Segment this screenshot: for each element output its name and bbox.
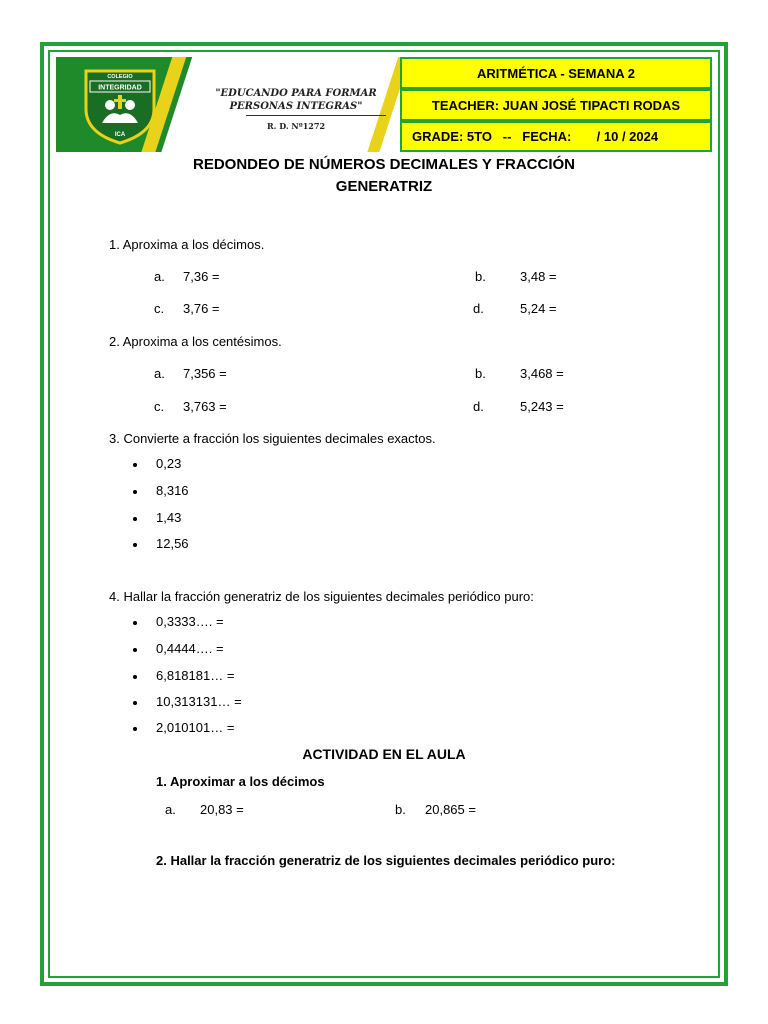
q1-letter-a: a. [154, 269, 165, 284]
bullet-icon [133, 675, 137, 679]
q2-expr-d: 5,243 = [520, 399, 564, 414]
bullet-icon [133, 463, 137, 467]
svg-text:COLEGIO: COLEGIO [107, 74, 133, 80]
teacher-box: TEACHER: JUAN JOSÉ TIPACTI RODAS [400, 89, 712, 121]
q4-item: 0,4444…. = [156, 641, 224, 656]
activity-q2-prompt: 2. Hallar la fracción generatriz de los siguientes decimales periódico puro: [156, 853, 616, 868]
q2-letter-c: c. [154, 399, 165, 414]
worksheet-title: REDONDEO DE NÚMEROS DECIMALES Y FRACCIÓN GENERATRIZ [193, 156, 575, 195]
question-2-prompt: 2. Aproxima a los centésimos. [109, 334, 282, 349]
question-4-prompt: 4. Hallar la fracción generatriz de los siguientes decimales periódico puro: [109, 589, 534, 604]
svg-text:INTEGRIDAD: INTEGRIDAD [98, 84, 142, 92]
q1-expr-b: 3,48 = [520, 269, 557, 284]
bullet-icon [133, 490, 137, 494]
q4-item: 0,3333…. = [156, 614, 224, 629]
activity-q1-prompt: 1. Aproximar a los décimos [156, 774, 325, 789]
q3-item: 0,23 [156, 456, 182, 471]
bullet-icon [133, 517, 137, 521]
subject-box: ARITMÉTICA - SEMANA 2 [400, 57, 712, 89]
bullet-icon [133, 727, 137, 731]
activity-expr-b: 20,865 = [425, 802, 476, 817]
resolution-number: R. D. Nº1272 [266, 121, 326, 131]
q1-letter-d: d. [473, 301, 484, 316]
q3-item: 12,56 [156, 536, 189, 551]
bullet-icon [133, 621, 137, 625]
bullet-icon [133, 648, 137, 652]
q3-item: 1,43 [156, 510, 182, 525]
q3-item: 8,316 [156, 483, 189, 498]
q4-item: 10,313131… = [156, 694, 242, 709]
question-3-prompt: 3. Convierte a fracción los siguientes decimales exactos. [109, 431, 436, 446]
school-motto: "EDUCANDO PARA FORMAR PERSONAS INTEGRAS" [215, 88, 377, 112]
q2-letter-b: b. [475, 366, 486, 381]
q2-letter-a: a. [154, 366, 165, 381]
q1-letter-c: c. [154, 301, 165, 316]
q1-expr-d: 5,24 = [520, 301, 557, 316]
q1-expr-c: 3,76 = [183, 301, 220, 316]
bullet-icon [133, 701, 137, 705]
bullet-icon [133, 543, 137, 547]
q2-expr-c: 3,763 = [183, 399, 227, 414]
q1-letter-b: b. [475, 269, 486, 284]
q2-letter-d: d. [473, 399, 484, 414]
q1-expr-a: 7,36 = [183, 269, 220, 284]
activity-letter-a: a. [165, 802, 176, 817]
school-shield-logo [82, 65, 158, 145]
school-banner [56, 57, 400, 152]
activity-expr-a: 20,83 = [200, 802, 244, 817]
svg-text:ICA: ICA [114, 132, 126, 138]
activity-letter-b: b. [395, 802, 406, 817]
question-1-prompt: 1. Aproxima a los décimos. [109, 237, 265, 252]
activity-heading: ACTIVIDAD EN EL AULA [302, 746, 466, 762]
q2-expr-a: 7,356 = [183, 366, 227, 381]
q2-expr-b: 3,468 = [520, 366, 564, 381]
grade-date-box: GRADE: 5TO -- FECHA: / 10 / 2024 [400, 121, 712, 152]
q4-item: 2,010101… = [156, 720, 235, 735]
q4-item: 6,818181… = [156, 668, 235, 683]
